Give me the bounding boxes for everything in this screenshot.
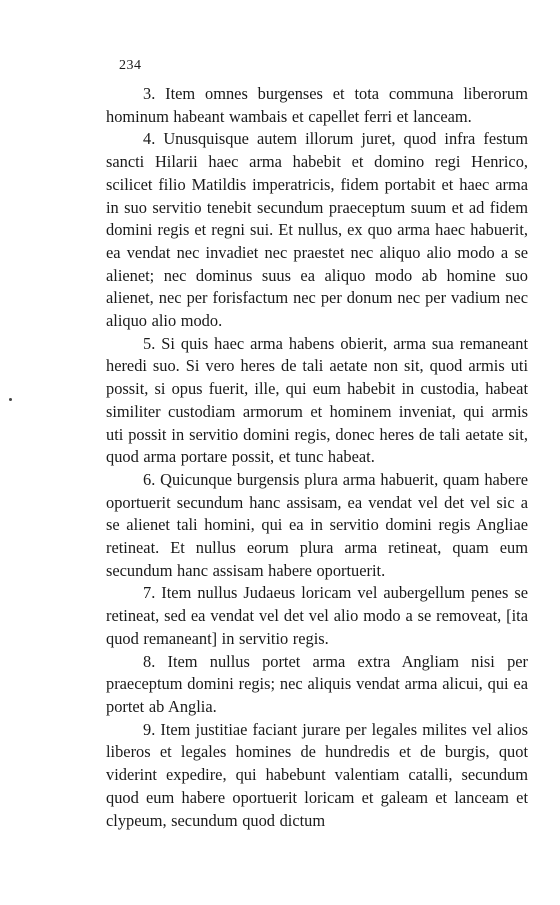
paragraph-3: 3. Item omnes burgenses et tota communa liberorum hominum habeant wambais et capellet ferri et lanceam. — [106, 84, 528, 126]
page-number: 234 — [119, 58, 142, 73]
paragraph-8: 8. Item nullus portet arma extra Angliam nisi per praeceptum domini regis; nec aliquis vendat arma alicui, qui ea portet ab Anglia. — [106, 651, 528, 716]
paragraph-5: 5. Si quis haec arma habens obierit, arma sua remaneant heredi suo. Si vero heres de tali aetate non sit, quod armis uti possit, si opus fuerit, ille, qui eum habebit in custodia, habeat similiter custodiam armorum et hominem inveniat, qui armis uti possit in servitio domini regis, donec heres de tali aetate sit, quod arma portare possit, et tunc habeat. — [106, 333, 528, 467]
paragraph-9: 9. Item justitiae faciant jurare per legales milites vel alios liberos et legales homines de hundredis et de burgis, quot viderint expedire, qui habebunt valentiam catalli, secundum quod eum habere oportuerit loricam et galeam et lanceam et clypeum, secundum quod dictum — [106, 719, 528, 830]
paragraph-7: 7. Item nullus Judaeus loricam vel aubergellum penes se retineat, sed ea vendat vel det vel alio modo a se removeat, [ita quod remaneant] in servitio regis. — [106, 583, 528, 648]
book-page — [106, 56, 528, 832]
paragraph-6: 6. Quicunque burgensis plura arma habuerit, quam habere oportuerit secundum hanc assisam, ea vendat vel det vel sic a se alienet tali homini, qui ea in servitio domini regis Angliae retineat. Et nullus eorum plura arma retineat, quam eum secundum hanc assisam habere oportuerit. — [106, 469, 528, 580]
margin-dot — [9, 398, 12, 401]
paragraph-4: 4. Unusquisque autem illorum juret, quod infra festum sancti Hilarii haec arma habebit et domino regi Henrico, scilicet filio Matildis imperatricis, fidem portabit et haec arma in suo servitio tenebit secundum praeceptum suum et ad fidem domini regis et regni sui. Et nullus, ex quo arma haec habuerit, ea vendat nec invadiet nec praestet nec aliquo alio modo a se alienet; nec dominus suus ea aliquo modo ab homine suo alienet, nec per forisfactum nec per donum nec per vadium nec aliquo alio modo. — [106, 129, 528, 331]
